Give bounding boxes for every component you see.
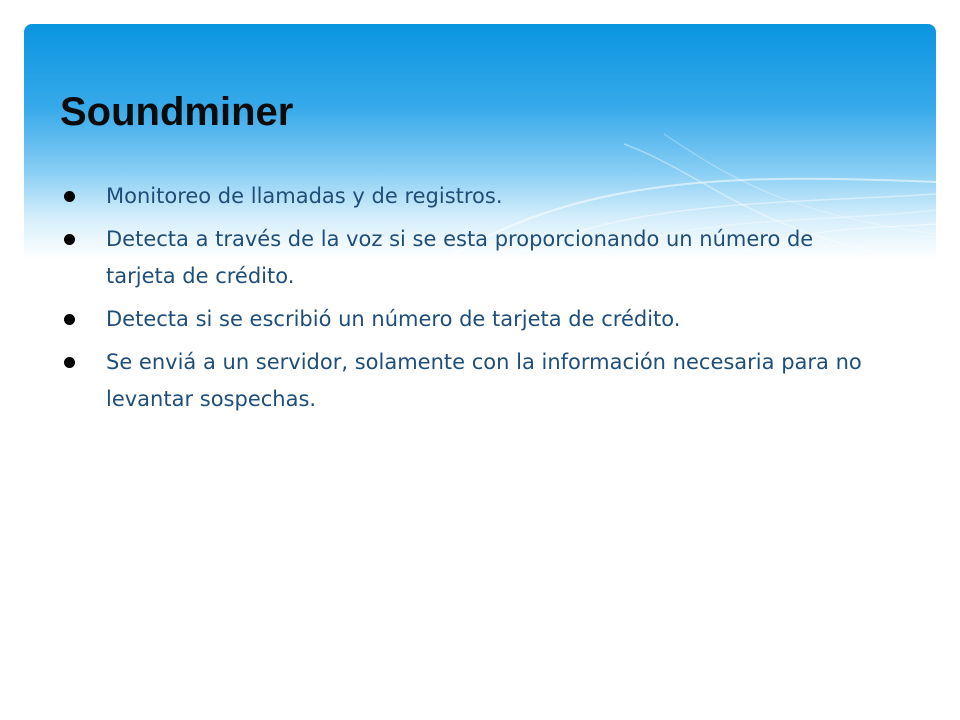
- bullet-text: Detecta a través de la voz si se esta proporcionando un número de tarjeta de crédito.: [106, 227, 814, 288]
- bullet-item: [60, 178, 880, 215]
- bullet-dot-icon: [64, 234, 75, 245]
- bullet-text: Detecta si se escribió un número de tarjeta de crédito.: [106, 307, 681, 331]
- bullet-dot-icon: [64, 191, 75, 202]
- bullet-text: Se enviá a un servidor, solamente con la información necesaria para no levantar sospechas.: [106, 350, 862, 411]
- bullet-dot-icon: [64, 357, 75, 368]
- bullet-dot-icon: [64, 314, 75, 325]
- slide-title: Soundminer: [60, 90, 294, 134]
- bullet-item: [60, 221, 880, 295]
- bullet-item: [60, 344, 880, 418]
- bullet-text: Monitoreo de llamadas y de registros.: [106, 184, 503, 208]
- bullet-list: [60, 178, 880, 424]
- bullet-item: [60, 301, 880, 338]
